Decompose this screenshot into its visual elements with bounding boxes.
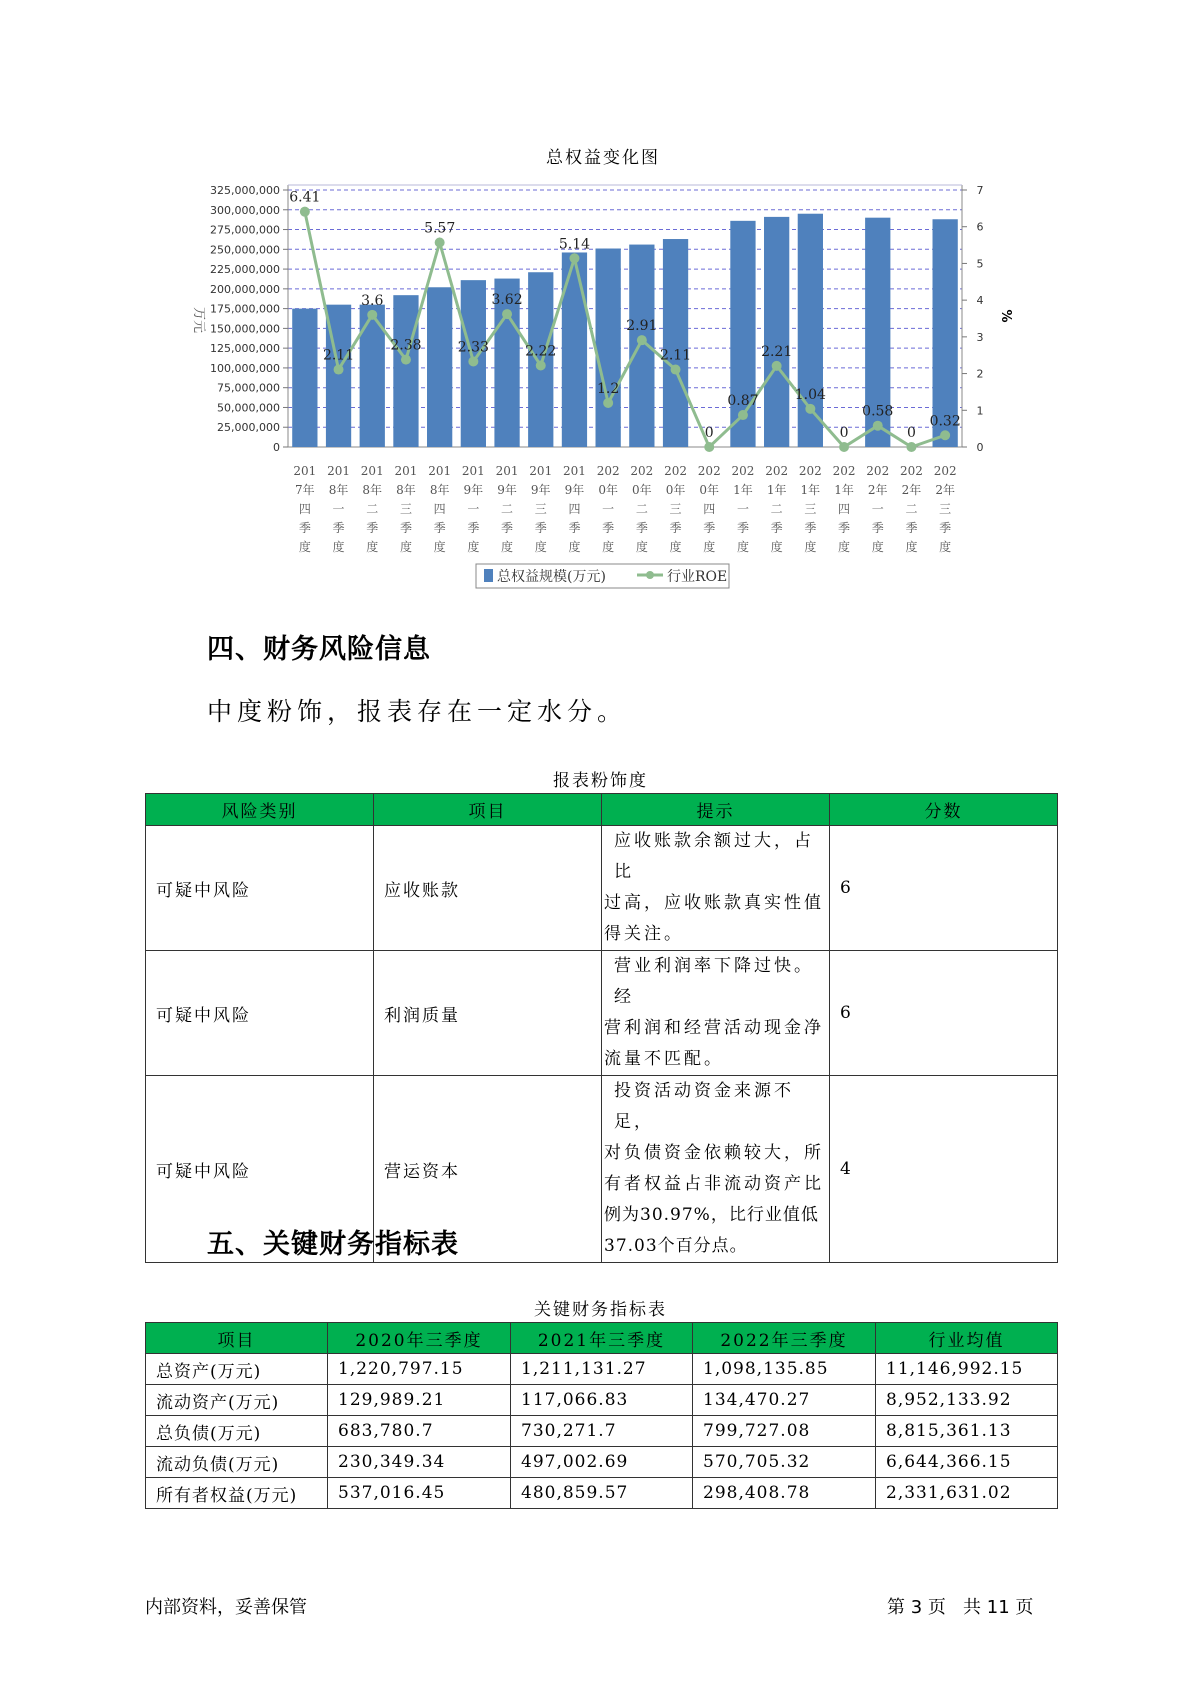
footer-page-number: 第 3 页 共 11 页 bbox=[887, 1597, 1034, 1618]
roe-point bbox=[906, 442, 916, 452]
legend-line-label: 行业ROE bbox=[667, 569, 728, 585]
roe-point bbox=[536, 360, 546, 370]
x-category-label: 8年 bbox=[328, 483, 349, 497]
roe-point bbox=[300, 207, 310, 217]
kpi-value: 1,098,135.85 bbox=[693, 1354, 876, 1385]
kpi-label: 总资产(万元) bbox=[146, 1354, 328, 1385]
roe-point bbox=[569, 253, 579, 263]
x-category-label: 二 bbox=[770, 502, 783, 516]
legend-line-marker bbox=[646, 571, 654, 579]
y-tick-label: 75,000,000 bbox=[217, 381, 280, 395]
kpi-value: 730,271.7 bbox=[511, 1416, 693, 1447]
x-category-label: 二 bbox=[905, 502, 918, 516]
x-category-label: 8年 bbox=[362, 483, 383, 497]
x-category-label: 2年 bbox=[935, 483, 955, 497]
y2-tick-label: 5 bbox=[976, 257, 984, 271]
x-category-label: 度 bbox=[635, 540, 648, 554]
bar bbox=[393, 295, 418, 447]
equity-chart bbox=[0, 0, 1191, 600]
x-category-label: 季 bbox=[501, 521, 514, 535]
y-tick-label: 300,000,000 bbox=[210, 203, 280, 217]
y2-tick-label: 2 bbox=[976, 367, 984, 381]
kpi-value: 117,066.83 bbox=[511, 1385, 693, 1416]
kpi-value: 570,705.32 bbox=[693, 1447, 876, 1478]
kpi-value: 6,644,366.15 bbox=[876, 1447, 1058, 1478]
roe-point bbox=[940, 430, 950, 440]
kpi-label: 总负债(万元) bbox=[146, 1416, 328, 1447]
x-category-label: 度 bbox=[534, 540, 547, 554]
roe-data-label: 0.58 bbox=[862, 403, 894, 420]
roe-point bbox=[367, 310, 377, 320]
roe-data-label: 2.11 bbox=[659, 347, 692, 364]
x-category-label: 二 bbox=[635, 502, 648, 516]
x-category-label: 一 bbox=[871, 502, 884, 516]
x-category-label: 季 bbox=[433, 521, 446, 535]
y-tick-label: 50,000,000 bbox=[217, 401, 280, 415]
x-category-label: 季 bbox=[602, 521, 615, 535]
risk-category: 可疑中风险 bbox=[146, 1076, 374, 1263]
risk-score: 4 bbox=[830, 1076, 1058, 1263]
risk-hint: 营业利润率下降过快。经 营利润和经营活动现金净 流量不匹配。 bbox=[602, 951, 830, 1076]
y2-tick-label: 4 bbox=[976, 294, 984, 308]
x-category-label: 202 bbox=[765, 464, 789, 478]
roe-point bbox=[839, 442, 849, 452]
x-category-label: 季 bbox=[804, 521, 817, 535]
kpi-label: 流动资产(万元) bbox=[146, 1385, 328, 1416]
x-category-label: 二 bbox=[366, 502, 379, 516]
x-category-label: 季 bbox=[939, 521, 952, 535]
x-category-label: 一 bbox=[602, 502, 615, 516]
y-tick-label: 175,000,000 bbox=[210, 302, 280, 316]
x-category-label: 度 bbox=[871, 540, 884, 554]
table-row bbox=[146, 1416, 1058, 1447]
x-category-label: 季 bbox=[534, 521, 547, 535]
roe-point bbox=[873, 421, 883, 431]
kpi-value: 8,952,133.92 bbox=[876, 1385, 1058, 1416]
kpi-value: 497,002.69 bbox=[511, 1447, 693, 1478]
chart-title: 总权益变化图 bbox=[546, 148, 660, 168]
bar bbox=[528, 272, 553, 447]
x-category-label: 度 bbox=[501, 540, 514, 554]
risk-category: 可疑中风险 bbox=[146, 826, 374, 951]
x-category-label: 度 bbox=[332, 540, 345, 554]
roe-point bbox=[704, 442, 714, 452]
roe-data-label: 2.91 bbox=[626, 318, 658, 335]
roe-data-label: 0 bbox=[906, 425, 916, 441]
kpi-table-caption: 关键财务指标表 bbox=[534, 1300, 667, 1320]
bar bbox=[764, 217, 789, 447]
x-category-label: 季 bbox=[298, 521, 311, 535]
x-category-label: 度 bbox=[770, 540, 783, 554]
x-category-label: 度 bbox=[838, 540, 851, 554]
x-category-label: 季 bbox=[770, 521, 783, 535]
kpi-table-header bbox=[146, 1323, 1058, 1354]
table-row bbox=[146, 826, 1058, 951]
roe-data-label: 5.14 bbox=[558, 236, 591, 253]
y2-tick-label: 3 bbox=[976, 330, 984, 344]
kpi-value: 2,331,631.02 bbox=[876, 1478, 1058, 1509]
x-category-label: 三 bbox=[669, 502, 682, 516]
y-tick-label: 100,000,000 bbox=[210, 361, 280, 375]
kpi-value: 480,859.57 bbox=[511, 1478, 693, 1509]
risk-table-caption: 报表粉饰度 bbox=[553, 771, 648, 791]
roe-data-label: 2.38 bbox=[390, 337, 422, 354]
y-axis-label: 万元 bbox=[191, 306, 206, 334]
x-category-label: 201 bbox=[428, 464, 452, 478]
kpi-value: 129,989.21 bbox=[328, 1385, 511, 1416]
risk-item: 营运资本 bbox=[374, 1076, 602, 1263]
x-category-label: 2年 bbox=[901, 483, 922, 497]
bar bbox=[292, 309, 317, 447]
kpi-value: 298,408.78 bbox=[693, 1478, 876, 1509]
header-item: 项目 bbox=[374, 794, 602, 826]
roe-data-label: 6.41 bbox=[289, 189, 321, 206]
x-category-label: 202 bbox=[630, 464, 654, 478]
x-category-label: 度 bbox=[467, 540, 480, 554]
x-category-label: 202 bbox=[664, 464, 688, 478]
x-category-label: 201 bbox=[360, 464, 384, 478]
x-category-label: 度 bbox=[736, 540, 749, 554]
x-category-label: 9年 bbox=[530, 483, 551, 497]
header-score: 分数 bbox=[830, 794, 1058, 826]
x-category-label: 1年 bbox=[766, 483, 787, 497]
x-category-label: 2年 bbox=[867, 483, 888, 497]
roe-data-label: 2.33 bbox=[457, 339, 489, 356]
kpi-label: 流动负债(万元) bbox=[146, 1447, 328, 1478]
x-category-label: 季 bbox=[871, 521, 884, 535]
x-category-label: 0年 bbox=[699, 483, 720, 497]
x-category-label: 度 bbox=[905, 540, 918, 554]
x-category-label: 度 bbox=[433, 540, 446, 554]
header-2022q3: 2022年三季度 bbox=[693, 1323, 876, 1354]
x-category-label: 度 bbox=[669, 540, 682, 554]
risk-category: 可疑中风险 bbox=[146, 951, 374, 1076]
x-category-label: 季 bbox=[838, 521, 851, 535]
footer-confidential-note: 内部资料，妥善保管 bbox=[145, 1597, 307, 1618]
x-category-label: 8年 bbox=[429, 483, 450, 497]
legend-bar-swatch bbox=[484, 569, 493, 582]
y-tick-label: 225,000,000 bbox=[210, 263, 280, 277]
x-category-label: 202 bbox=[596, 464, 620, 478]
x-category-label: 度 bbox=[939, 540, 952, 554]
x-category-label: 1年 bbox=[800, 483, 821, 497]
x-category-label: 度 bbox=[602, 540, 615, 554]
kpi-value: 799,727.08 bbox=[693, 1416, 876, 1447]
x-category-label: 一 bbox=[467, 502, 480, 516]
x-category-label: 9年 bbox=[564, 483, 585, 497]
y-tick-label: 0 bbox=[273, 441, 280, 454]
header-hint: 提示 bbox=[602, 794, 830, 826]
kpi-value: 11,146,992.15 bbox=[876, 1354, 1058, 1385]
bar-series bbox=[292, 214, 958, 447]
x-category-label: 季 bbox=[568, 521, 581, 535]
roe-data-label: 0 bbox=[704, 425, 714, 441]
header-industry-avg: 行业均值 bbox=[876, 1323, 1058, 1354]
roe-point bbox=[435, 238, 445, 248]
roe-point bbox=[637, 335, 647, 345]
roe-data-label: 0.87 bbox=[727, 393, 759, 410]
chart-gridlines bbox=[288, 190, 962, 430]
y2-tick-label: 0 bbox=[976, 441, 984, 454]
x-category-label: 三 bbox=[399, 502, 412, 516]
y-tick-label: 200,000,000 bbox=[210, 282, 280, 296]
kpi-value: 230,349.34 bbox=[328, 1447, 511, 1478]
x-category-label: 9年 bbox=[463, 483, 484, 497]
bar bbox=[427, 287, 452, 447]
roe-data-label: 1.2 bbox=[597, 380, 620, 397]
x-category-label: 0年 bbox=[598, 483, 618, 497]
header-2021q3: 2021年三季度 bbox=[511, 1323, 693, 1354]
table-row bbox=[146, 1478, 1058, 1509]
x-category-label: 一 bbox=[332, 502, 345, 516]
x-category-label: 四 bbox=[568, 502, 581, 516]
x-category-label: 度 bbox=[399, 540, 412, 554]
y-tick-label: 325,000,000 bbox=[210, 184, 280, 197]
risk-item: 利润质量 bbox=[374, 951, 602, 1076]
bar bbox=[663, 239, 688, 447]
x-category-label: 201 bbox=[495, 464, 519, 478]
y2-tick-label: 6 bbox=[976, 220, 984, 234]
x-category-label: 季 bbox=[332, 521, 345, 535]
roe-data-label: 3.62 bbox=[491, 292, 523, 309]
roe-data-label: 1.04 bbox=[794, 386, 826, 403]
x-category-label: 0年 bbox=[665, 483, 686, 497]
table-row bbox=[146, 1354, 1058, 1385]
x-category-label: 度 bbox=[703, 540, 716, 554]
section4-summary: 中度粉饰，报表存在一定水分。 bbox=[207, 697, 628, 726]
x-category-label: 度 bbox=[568, 540, 581, 554]
kpi-value: 1,211,131.27 bbox=[511, 1354, 693, 1385]
x-category-label: 7年 bbox=[295, 483, 315, 497]
x-category-label: 8年 bbox=[396, 483, 416, 497]
x-category-label: 1年 bbox=[733, 483, 753, 497]
x-category-label: 202 bbox=[798, 464, 822, 478]
section5-heading: 五、关键财务指标表 bbox=[207, 1229, 459, 1260]
x-category-label: 四 bbox=[703, 502, 716, 516]
y2-tick-label: 1 bbox=[976, 404, 984, 418]
x-category-label: 三 bbox=[804, 502, 817, 516]
section4-heading: 四、财务风险信息 bbox=[207, 634, 431, 665]
x-category-label: 1年 bbox=[834, 483, 854, 497]
table-row bbox=[146, 1447, 1058, 1478]
risk-table-header bbox=[146, 794, 1058, 826]
header-item: 项目 bbox=[146, 1323, 328, 1354]
roe-point bbox=[603, 398, 613, 408]
risk-hint: 投资活动资金来源不足， 对负债资金依赖较大，所 有者权益占非流动资产比 例为30.97%，比行业值低 37.03个百分点。 bbox=[602, 1076, 830, 1263]
roe-data-label: 2.11 bbox=[322, 347, 355, 364]
header-2020q3: 2020年三季度 bbox=[328, 1323, 511, 1354]
x-category-label: 季 bbox=[467, 521, 480, 535]
kpi-table bbox=[145, 1322, 1058, 1509]
x-category-label: 度 bbox=[366, 540, 379, 554]
x-category-label: 三 bbox=[534, 502, 547, 516]
line-series bbox=[289, 190, 960, 452]
y-tick-label: 125,000,000 bbox=[210, 342, 280, 356]
x-category-label: 季 bbox=[703, 521, 716, 535]
x-category-label: 201 bbox=[394, 464, 418, 478]
y-tick-label: 275,000,000 bbox=[210, 223, 280, 237]
y-tick-label: 25,000,000 bbox=[217, 421, 280, 435]
roe-point bbox=[334, 365, 344, 375]
risk-hint: 应收账款余额过大，占比 过高，应收账款真实性值 得关注。 bbox=[602, 826, 830, 951]
x-category-label: 0年 bbox=[632, 483, 652, 497]
y2-tick-label: 7 bbox=[976, 184, 984, 197]
x-category-label: 季 bbox=[736, 521, 749, 535]
risk-item: 应收账款 bbox=[374, 826, 602, 951]
header-risk-category: 风险类别 bbox=[146, 794, 374, 826]
kpi-value: 1,220,797.15 bbox=[328, 1354, 511, 1385]
x-category-label: 202 bbox=[933, 464, 957, 478]
x-category-label: 9年 bbox=[497, 483, 517, 497]
x-category-label: 202 bbox=[731, 464, 755, 478]
kpi-value: 134,470.27 bbox=[693, 1385, 876, 1416]
x-category-label: 201 bbox=[327, 464, 351, 478]
kpi-value: 8,815,361.13 bbox=[876, 1416, 1058, 1447]
roe-data-label: 2.22 bbox=[525, 343, 557, 360]
bar bbox=[596, 249, 621, 447]
y-tick-label: 250,000,000 bbox=[210, 243, 280, 257]
kpi-value: 537,016.45 bbox=[328, 1478, 511, 1509]
roe-data-label: 0 bbox=[839, 425, 849, 441]
roe-data-label: 3.6 bbox=[361, 292, 384, 309]
table-row bbox=[146, 1385, 1058, 1416]
x-category-label: 201 bbox=[529, 464, 553, 478]
roe-data-label: 5.57 bbox=[424, 220, 456, 237]
roe-data-label: 0.32 bbox=[929, 413, 961, 430]
x-category-label: 202 bbox=[866, 464, 890, 478]
risk-score: 6 bbox=[830, 951, 1058, 1076]
chart-legend bbox=[476, 564, 729, 588]
x-category-label: 二 bbox=[501, 502, 514, 516]
y-tick-label: 150,000,000 bbox=[210, 322, 280, 336]
table-row bbox=[146, 951, 1058, 1076]
x-category-label: 201 bbox=[461, 464, 485, 478]
x-category-label: 201 bbox=[293, 464, 317, 478]
x-category-label: 度 bbox=[804, 540, 817, 554]
roe-point bbox=[805, 404, 815, 414]
x-category-label: 季 bbox=[366, 521, 379, 535]
x-category-label: 三 bbox=[939, 502, 952, 516]
x-category-label: 四 bbox=[433, 502, 446, 516]
x-categories bbox=[293, 464, 956, 554]
roe-data-label: 2.21 bbox=[761, 343, 793, 360]
x-category-label: 一 bbox=[736, 502, 749, 516]
x-category-label: 202 bbox=[832, 464, 856, 478]
roe-point bbox=[502, 309, 512, 319]
kpi-label: 所有者权益(万元) bbox=[146, 1478, 328, 1509]
x-category-label: 四 bbox=[298, 502, 311, 516]
kpi-value: 683,780.7 bbox=[328, 1416, 511, 1447]
legend-bar-label: 总权益规模(万元) bbox=[497, 569, 606, 585]
roe-point bbox=[671, 365, 681, 375]
roe-point bbox=[468, 356, 478, 366]
x-category-label: 季 bbox=[399, 521, 412, 535]
x-category-label: 202 bbox=[697, 464, 721, 478]
x-category-label: 201 bbox=[562, 464, 586, 478]
y2-axis-label: % bbox=[998, 309, 1013, 323]
risk-score: 6 bbox=[830, 826, 1058, 951]
x-category-label: 202 bbox=[899, 464, 923, 478]
x-category-label: 季 bbox=[635, 521, 648, 535]
roe-point bbox=[772, 361, 782, 371]
roe-point bbox=[401, 355, 411, 365]
bar bbox=[629, 245, 654, 447]
x-category-label: 季 bbox=[905, 521, 918, 535]
risk-table bbox=[145, 793, 1058, 1263]
x-category-label: 四 bbox=[838, 502, 851, 516]
x-category-label: 度 bbox=[298, 540, 311, 554]
roe-point bbox=[738, 410, 748, 420]
x-category-label: 季 bbox=[669, 521, 682, 535]
